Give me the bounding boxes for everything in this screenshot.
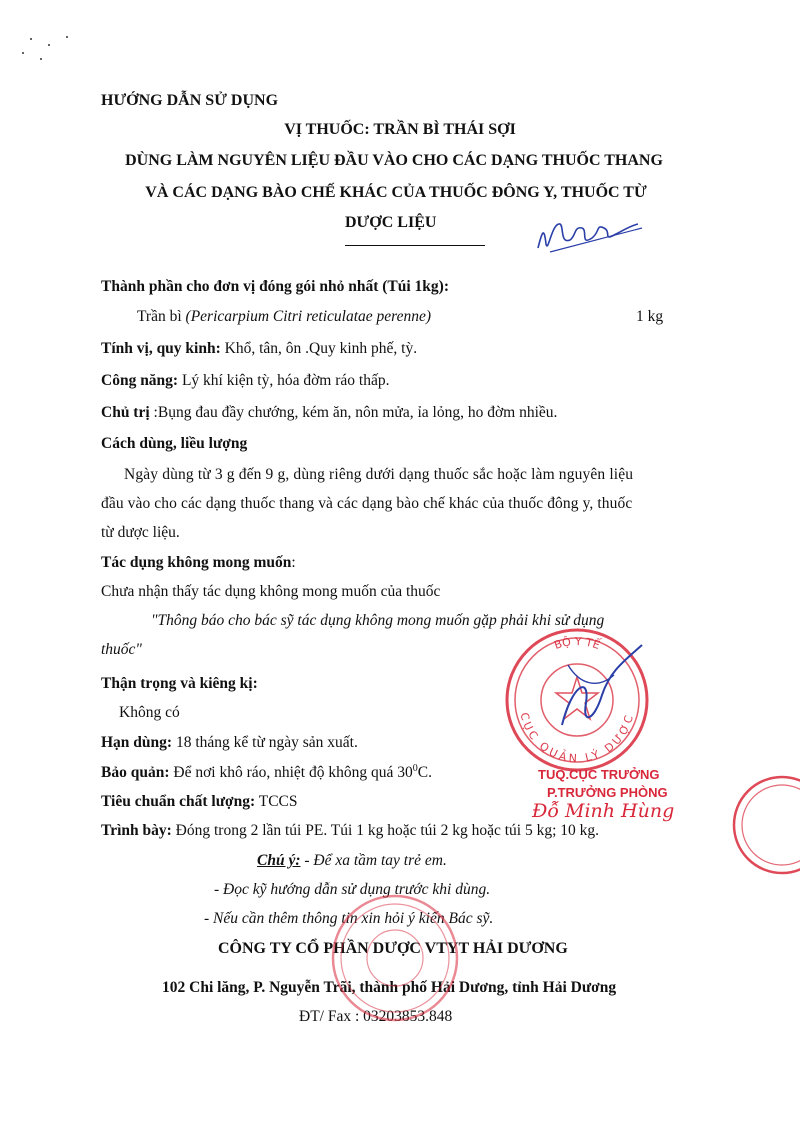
approval-stamp — [502, 625, 652, 775]
indication-row — [101, 404, 557, 422]
standard-label: Tiêu chuẩn chất lượng: — [101, 793, 256, 810]
side-effects-quote-1: "Thông báo cho bác sỹ tác dụng không mong muốn gặp phải khi sử dụng — [151, 612, 605, 629]
company-stamp — [325, 888, 465, 1028]
storage-degree: 0 — [412, 763, 418, 774]
edge-stamp — [700, 770, 800, 880]
function-label: Công năng: — [101, 372, 179, 389]
header-line-4: DƯỢC LIỆU — [345, 214, 437, 231]
side-effects-colon: : — [291, 554, 296, 571]
notes-line-1: - Để xa tầm tay trẻ em. — [300, 852, 447, 869]
notes-line-3: - Nếu cần thêm thông tin xin hỏi ý kiến Bác sỹ. — [204, 910, 494, 927]
composition-quantity: 1 kg — [636, 308, 664, 325]
packaging-value: Đóng trong 2 lần túi PE. Túi 1 kg hoặc túi 2 kg hoặc túi 5 kg; 10 kg. — [171, 822, 599, 839]
approval-signer: Đỗ Minh Hùng — [532, 800, 675, 822]
composition-item — [137, 308, 431, 326]
indication-value: :Bụng đau đầy chướng, kém ăn, nôn mửa, ỉa lỏng, ho đờm nhiều. — [149, 404, 558, 421]
side-effects-quote-2: thuốc" — [101, 641, 142, 658]
usage-line-1: Ngày dùng từ 3 g đến 9 g, dùng riêng dưới dạng thuốc sắc hoặc làm nguyên liệu — [124, 466, 634, 483]
approval-line-1: TUQ.CỤC TRƯỞNG — [538, 767, 660, 782]
notes-line-2: - Đọc kỹ hướng dẫn sử dụng trước khi dùng. — [214, 881, 491, 898]
standard-value: TCCS — [255, 793, 298, 810]
composition-heading: Thành phần cho đơn vị đóng gói nhỏ nhất (Túi 1kg): — [101, 278, 450, 295]
properties-label: Tính vị, quy kinh: — [101, 340, 221, 357]
storage-row — [101, 763, 432, 782]
shelf-life-label: Hạn dùng: — [101, 734, 173, 751]
storage-label: Bảo quản: — [101, 764, 170, 782]
handwritten-initials — [530, 214, 650, 260]
notes-row — [257, 852, 447, 870]
company-name: CÔNG TY CỔ PHẦN DƯỢC VTYT HẢI DƯƠNG — [218, 940, 568, 957]
company-address: 102 Chi lăng, P. Nguyễn Trãi, thành phố Hải Dương, tỉnh Hải Dương — [162, 979, 617, 996]
indication-label: Chủ trị — [101, 404, 150, 421]
standard-row — [101, 793, 298, 811]
properties-row — [101, 340, 417, 358]
function-row — [101, 372, 389, 390]
precautions-value: Không có — [119, 704, 180, 721]
notes-label: Chú ý: — [257, 852, 301, 869]
properties-value: Khổ, tân, ôn .Quy kinh phế, tỳ. — [220, 340, 418, 357]
packaging-row — [101, 822, 599, 840]
storage-value: Để nơi khô ráo, nhiệt độ không quá 30 — [169, 764, 413, 782]
svg-text:CỤC QUẢN LÝ DƯỢC: CỤC QUẢN LÝ DƯỢC — [517, 711, 637, 766]
header-line-3: VÀ CÁC DẠNG BÀO CHẾ KHÁC CỦA THUỐC ĐÔNG Y, THUỐC TỪ — [145, 184, 647, 201]
shelf-life-row — [101, 734, 358, 752]
function-value: Lý khí kiện tỳ, hóa đờm ráo thấp. — [178, 372, 390, 389]
header-line-1: VỊ THUỐC: TRẦN BÌ THÁI SỢI — [284, 121, 516, 138]
header-divider — [345, 245, 485, 246]
svg-text:BỘ Y TẾ: BỘ Y TẾ — [552, 634, 602, 653]
usage-heading: Cách dùng, liều lượng — [101, 435, 248, 452]
composition-item-name: Trần bì — [137, 308, 186, 325]
precautions-heading: Thận trọng và kiêng kị: — [101, 675, 258, 692]
usage-line-2: đầu vào cho các dạng thuốc thang và các dạng bào chế khác của thuốc đông y, thuốc — [101, 495, 633, 512]
storage-unit: C. — [417, 764, 432, 782]
usage-line-3: từ dược liệu. — [101, 524, 180, 541]
packaging-label: Trình bày: — [101, 822, 172, 839]
document-title: HƯỚNG DẪN SỬ DỤNG — [101, 92, 279, 109]
side-effects-text: Chưa nhận thấy tác dụng không mong muốn của thuốc — [101, 583, 441, 600]
shelf-life-value: 18 tháng kể từ ngày sản xuất. — [172, 734, 358, 751]
side-effects-heading: Tác dụng không mong muốn — [101, 554, 292, 571]
company-phone: ĐT/ Fax : 03203853.848 — [299, 1008, 453, 1025]
header-line-2: DÙNG LÀM NGUYÊN LIỆU ĐẦU VÀO CHO CÁC DẠNG THUỐC THANG — [125, 152, 663, 169]
side-effects-heading-row — [101, 554, 296, 572]
approval-line-2: P.TRƯỞNG PHÒNG — [547, 785, 668, 800]
composition-item-latin: (Pericarpium Citri reticulatae perenne) — [185, 308, 432, 325]
